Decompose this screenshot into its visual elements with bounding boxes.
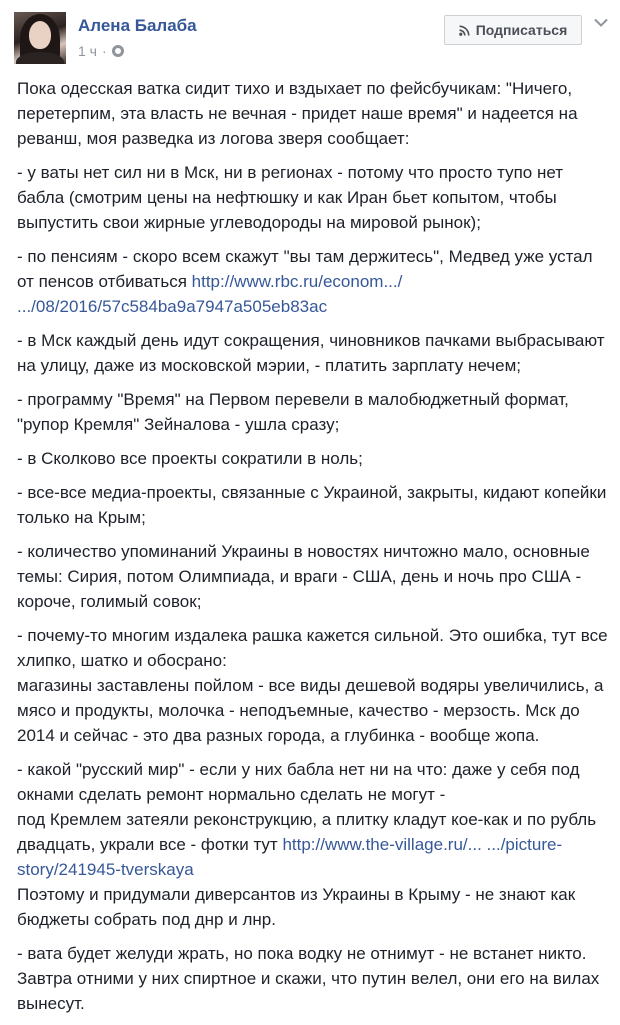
paragraph: - количество упоминаний Украины в новостях ничтожно мало, основные темы: Сирия, потом Олимпиада, и враги - США, день и ночь про США - короче, голимый совок; [17,542,590,611]
post-time[interactable]: 1 ч [78,43,97,59]
paragraph: - в Мск каждый день идут сокращения, чиновников пачками выбрасывают на улицу, даже из московской мэрии, - платить зарплату нечем; [17,331,605,375]
village-link[interactable]: http://www.the-village.ru/... .../picture-story/241945-tverskaya [17,835,563,879]
subscribe-button[interactable] [444,15,582,45]
paragraph-line: магазины заставлены пойлом - все виды дешевой водяры увеличились, а мясо и продукты, молочка - неподъемные, качество - мерзость. Мск до 2014 и сейчас - это два разных города, а глубинка - вообще жопа. [17,676,604,745]
paragraph: - вата будет желуди жрать, но пока водку не отнимут - не встанет никто. Завтра отними у них спиртное и скажи, что путин велел, они его на вилах вынесут. [17,944,600,1013]
paragraph-text: - по пенсиям - скоро всем скажут "вы там держитесь", Медвед уже устал от пенсов отбиваться [17,247,593,291]
paragraph [17,244,613,319]
paragraph: - в Сколково все проекты сократили в ноль; [17,449,363,468]
rbc-link[interactable]: http://www.rbc.ru/econom.../ .../08/2016/57c584ba9a7947a505eb83ac [17,272,403,316]
paragraph-line [17,807,613,882]
paragraph: - у ваты нет сил ни в Мск, ни в регионах - потому что просто тупо нет бабла (смотрим цены на нефтюшку и как Иран бьет копытом, чтобы выпустить свои жирные углеводороды на мировой рынок); [17,163,564,232]
paragraph: - все-все медиа-проекты, связанные с Украиной, закрыты, кидают копейки только на Крым; [17,483,607,527]
paragraph: Пока одесская ватка сидит тихо и вздыхает по фейсбучикам: "Ничего, перетерпим, эта власть не вечная - придет наше время" и надеется на реванш, моя разведка из логова зверя сообщает: [17,79,578,148]
paragraph-line: - какой "русский мир" - если у них бабла нет ни на что: даже у себя под окнами сделать ремонт нормально сделать не могут - [17,760,580,804]
meta-separator: · [101,43,107,59]
rss-icon [459,25,470,36]
paragraph [17,757,613,932]
paragraph-line: Поэтому и придумали диверсантов из Украины в Крыму - не знают как бюджеты собрать под днр и лнр. [17,885,576,929]
paragraph-text: под Кремлем затеяли реконструкцию, а плитку кладут кое-как и по рубль двадцать, украли все - фотки тут [17,810,597,854]
avatar[interactable] [14,12,66,64]
subscribe-label: Подписаться [475,22,568,38]
author-name[interactable]: Алена Балаба [78,16,197,35]
post-meta [78,43,124,59]
post-body [17,76,613,1025]
paragraph-line: - почему-то многим издалека рашка кажется сильной. Это ошибка, тут все хлипко, шатко и обосрано: [17,626,608,670]
post-header [0,0,620,70]
avatar-face [29,21,51,49]
paragraph: - программу "Время" на Первом перевели в малобюджетный формат, "рупор Кремля" Зейналова - ушла сразу; [17,390,569,434]
paragraph [17,623,613,748]
globe-icon [112,45,124,57]
chevron-down-icon[interactable] [594,18,608,28]
